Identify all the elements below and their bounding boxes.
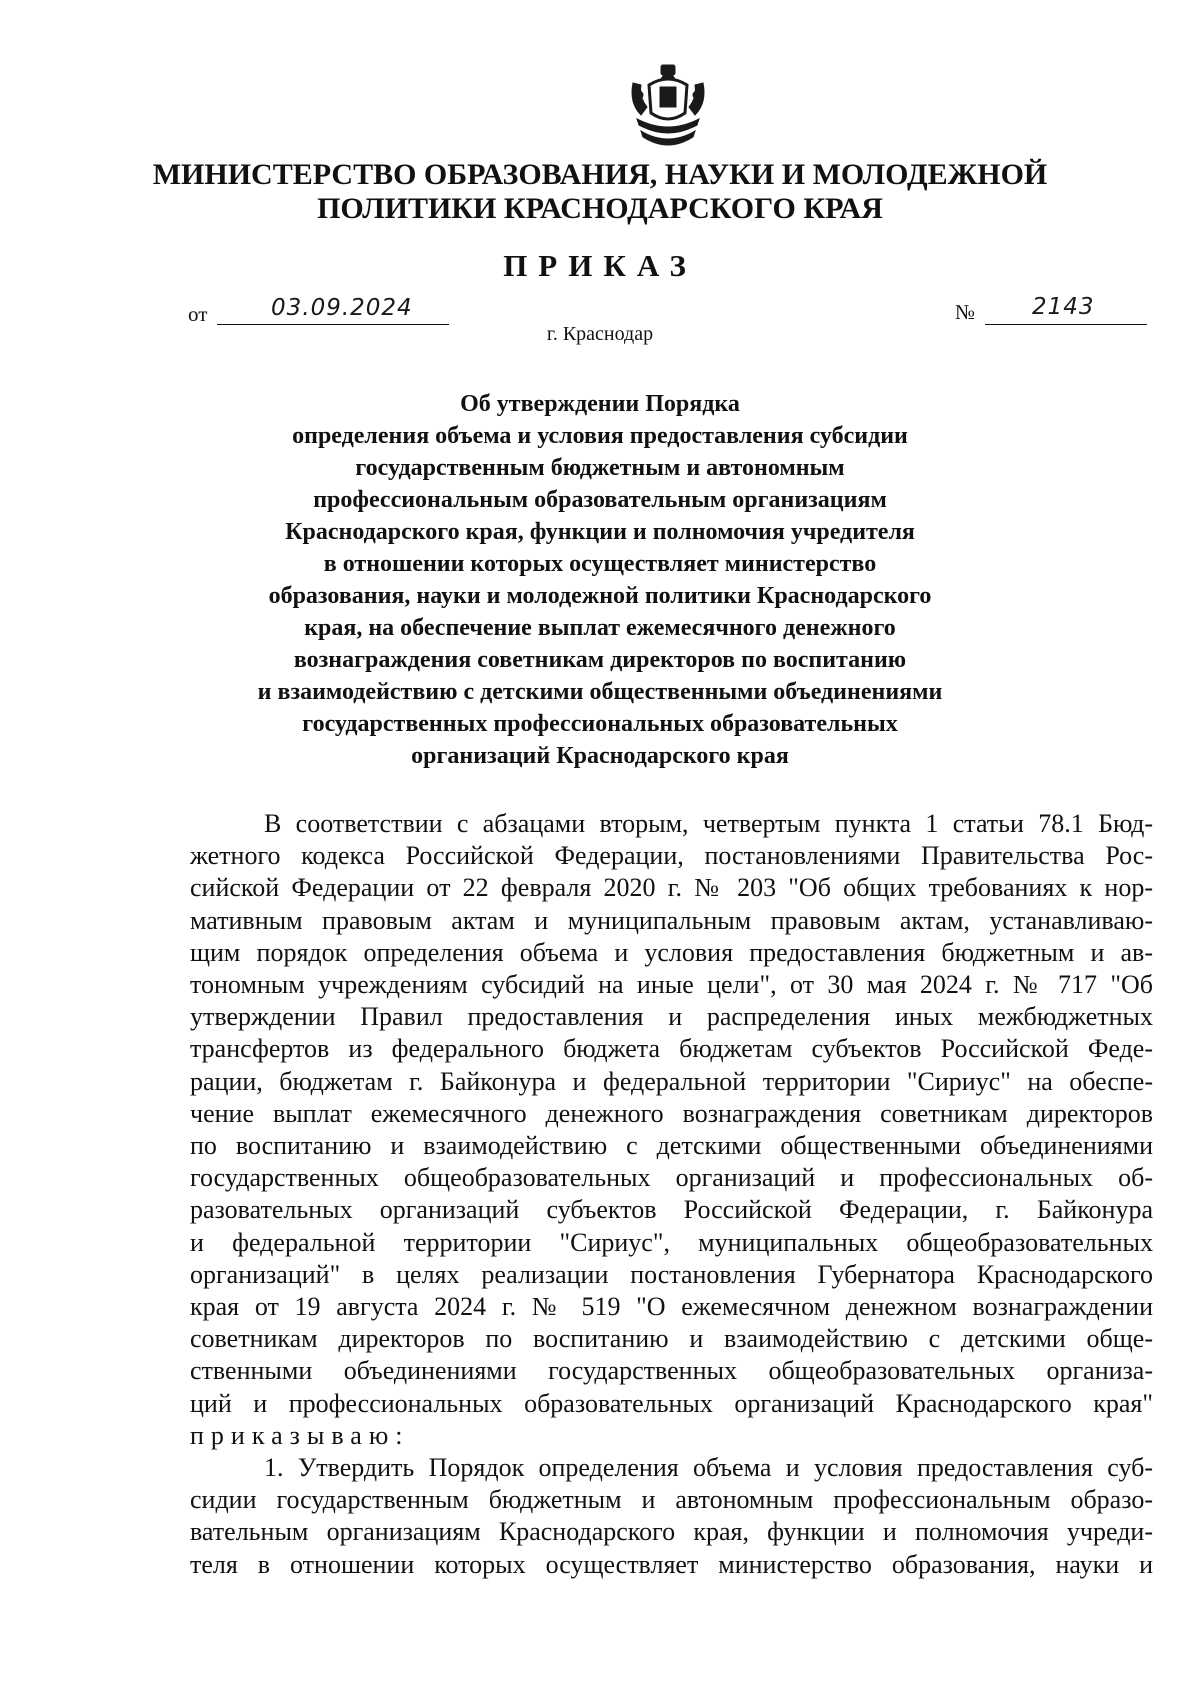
- subject-heading: [0, 388, 1200, 772]
- subject-line: и взаимодействию с детскими общественными объединениями: [257, 679, 943, 705]
- subject-line: государственных профессиональных образовательных: [302, 711, 898, 737]
- body-text: [190, 808, 1153, 1581]
- body-line: по воспитанию и взаимодействию с детскими общественными объединениями: [190, 1131, 1153, 1161]
- subject-line: профессиональным образовательным организациям: [313, 487, 887, 513]
- ministry-line: МИНИСТЕРСТВО ОБРАЗОВАНИЯ, НАУКИ И МОЛОДЕЖНОЙ: [152, 158, 1048, 191]
- body-line: ций и профессиональных образовательных организаций Краснодарского края": [190, 1388, 1153, 1418]
- body-line: рации, бюджетам г. Байконура и федеральной территории "Сириус" на обеспе-: [190, 1066, 1153, 1096]
- body-line: и федеральной территории "Сириус", муниципальных общеобразовательных: [190, 1227, 1153, 1257]
- city: г. Краснодар: [546, 323, 654, 345]
- number-value: 2143: [1032, 294, 1095, 320]
- body-line: разовательных организаций субъектов Российской Федерации, г. Байконура: [190, 1195, 1153, 1225]
- subject-line: края, на обеспечение выплат ежемесячного денежного: [304, 615, 896, 641]
- body-line: ственными объединениями государственных общеобразовательных организа-: [190, 1356, 1153, 1386]
- body-line: мативным правовым актам и муниципальным правовым актам, устанавливаю-: [190, 905, 1153, 935]
- subject-line: Краснодарского края, функции и полномочия учредителя: [285, 519, 915, 545]
- body-line: края от 19 августа 2024 г. № 519 "О ежемесячном денежном вознаграждении: [190, 1292, 1153, 1322]
- subject-line: определения объема и условия предоставления субсидии: [292, 423, 908, 449]
- prikazyvayu-line: приказываю:: [190, 1420, 410, 1450]
- date-label: от: [188, 302, 208, 326]
- subject-line: образования, науки и молодежной политики Краснодарского: [268, 583, 932, 609]
- ministry-line: ПОЛИТИКИ КРАСНОДАРСКОГО КРАЯ: [317, 192, 883, 225]
- coat-of-arms-icon: [627, 63, 709, 153]
- subject-line: государственным бюджетным и автономным: [355, 455, 845, 481]
- ministry-name: [0, 158, 1200, 226]
- subject-line: Об утверждении Порядка: [460, 391, 740, 417]
- body-line: В соответствии с абзацами вторым, четвертым пункта 1 статьи 78.1 Бюд-: [264, 809, 1153, 838]
- body-line: теля в отношении которых осуществляет министерство образования, науки и: [190, 1549, 1153, 1579]
- body-line: государственных общеобразовательных организаций и профессиональных об-: [190, 1163, 1153, 1193]
- body-line: организаций" в целях реализации постановления Губернатора Краснодарского: [190, 1259, 1153, 1289]
- doc-type-title: ПРИКАЗ: [503, 248, 697, 283]
- body-line: вательным организациям Краснодарского края, функции и полномочия учреди-: [190, 1517, 1153, 1547]
- subject-line: вознаграждения советникам директоров по воспитанию: [293, 647, 907, 673]
- body-line: сийской Федерации от 22 февраля 2020 г. № 203 "Об общих требованиях к нор-: [190, 873, 1153, 903]
- body-line: 1. Утвердить Порядок определения объема и условия предоставления суб-: [264, 1453, 1153, 1483]
- body-line: тономным учреждениям субсидий на иные цели", от 30 мая 2024 г. № 717 "Об: [190, 970, 1153, 1000]
- body-line: щим порядок определения объема и условия предоставления бюджетным и ав-: [190, 937, 1153, 967]
- body-line: чение выплат ежемесячного денежного вознаграждения советникам директоров: [190, 1098, 1153, 1128]
- subject-line: в отношении которых осуществляет министерство: [323, 551, 877, 577]
- subject-line: организаций Краснодарского края: [411, 743, 789, 769]
- body-line: сидии государственным бюджетным и автономным профессиональным образо-: [190, 1485, 1153, 1515]
- body-line: утверждении Правил предоставления и распределения иных межбюджетных: [190, 1002, 1153, 1032]
- body-line: жетного кодекса Российской Федерации, постановлениями Правительства Рос-: [190, 841, 1153, 871]
- number-label: №: [955, 300, 976, 324]
- body-line: трансфертов из федерального бюджета бюджетам субъектов Российской Феде-: [190, 1034, 1153, 1064]
- body-line: советникам директоров по воспитанию и взаимодействию с детскими обще-: [190, 1324, 1153, 1354]
- date-value: 03.09.2024: [271, 295, 413, 321]
